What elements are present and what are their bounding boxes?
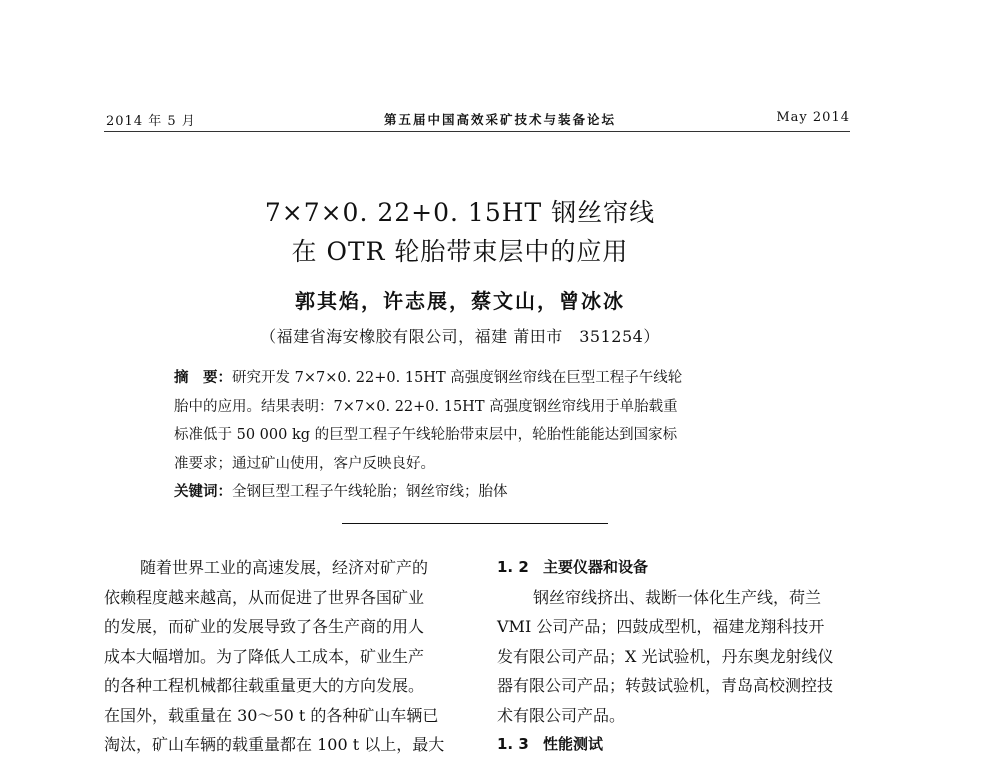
abstract-line: 标准低于 50 000 kg 的巨型工程子午线轮胎带束层中，轮胎性能能达到国家标 — [174, 427, 678, 443]
header-date: 2014 年 5 月 — [106, 114, 196, 129]
keywords-line — [174, 478, 784, 507]
section-number: 1. 2 — [497, 558, 529, 576]
body-line: 随着世界工业的高速发展，经济对矿产的 — [140, 558, 429, 577]
header-date-en: May 2014 — [776, 110, 850, 125]
header-rule — [104, 131, 850, 132]
section-number: 1. 3 — [497, 735, 529, 753]
body-line: 依赖程度越来越高，从而促进了世界各国矿业 — [104, 587, 425, 607]
paper-title-line-2: 在 OTR 轮胎带束层中的应用 — [291, 237, 629, 266]
body-line: 器有限公司产品；转鼓试验机，青岛高校测控技 — [497, 676, 834, 695]
right-column — [497, 553, 857, 760]
header-forum-title: 第五届中国高效采矿技术与装备论坛 — [383, 112, 616, 127]
body-line: 在国外，载重量在 30～50 t 的各种矿山车辆已 — [104, 705, 439, 725]
section-heading-1-3 — [497, 730, 857, 760]
abstract-text: 研究开发 7×7×0. 22+0. 15HT 高强度钢丝帘线在巨型工程子午线轮 — [232, 370, 683, 386]
body-line: 的发展，而矿业的发展导致了各生产商的用人 — [104, 617, 425, 636]
section-divider — [342, 523, 608, 524]
abstract-line — [174, 364, 784, 393]
section-title: 性能测试 — [543, 735, 604, 753]
authors: 郭其焰，许志展，蔡文山，曾冰冰 — [295, 289, 625, 313]
body-line: 钢丝帘线挤出、裁断一体化生产线，荷兰 — [533, 587, 822, 607]
section-title: 主要仪器和设备 — [543, 558, 649, 576]
body-line: 发有限公司产品；X 光试验机，丹东奥龙射线仪 — [497, 646, 834, 666]
abstract-line: 胎中的应用。结果表明：7×7×0. 22+0. 15HT 高强度钢丝帘线用于单胎载重 — [174, 398, 678, 415]
paper-title-line-1: 7×7×0. 22+0. 15HT 钢丝帘线 — [264, 198, 656, 227]
section-heading-1-2 — [497, 553, 857, 583]
left-column — [104, 553, 464, 760]
keywords-label: 关键词： — [174, 484, 232, 500]
abstract-label: 摘 要： — [174, 370, 232, 386]
body-line: 的各种工程机械都往载重量更大的方向发展。 — [104, 676, 425, 695]
keywords-text: 全钢巨型工程子午线轮胎；钢丝帘线；胎体 — [232, 484, 508, 500]
body-line: 成本大幅增加。为了降低人工成本，矿业生产 — [104, 646, 425, 666]
abstract-line: 准要求；通过矿山使用，客户反映良好。 — [174, 455, 435, 472]
affiliation: （福建省海安橡胶有限公司，福建 莆田市 351254） — [260, 327, 660, 346]
body-line: 术有限公司产品。 — [497, 705, 626, 725]
body-line: VMI 公司产品；四鼓成型机，福建龙翔科技开 — [497, 617, 825, 636]
abstract-block — [174, 364, 784, 507]
body-line: 淘汰，矿山车辆的载重量都在 100 t 以上，最大 — [104, 735, 445, 754]
